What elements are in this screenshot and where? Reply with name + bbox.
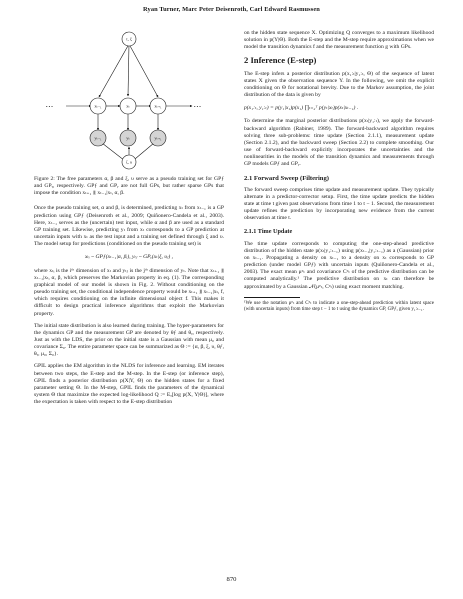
node-x-next bbox=[150, 98, 166, 114]
figure-caption: Figure 2: The free parameters α, β and ξ, υ serve as a pseudo training set for GPƒ and GPᵧ, respectively. GPƒ and GPᵧ are not full GPs, but rather sparse GPs that impose the condition xₜ₊₁ ⫫ xₜ₋₁|xₜ, α, β. bbox=[34, 176, 224, 197]
paragraph: The initial state distribution is also learned during training. The hyper-parameters for the dynamics GP and the measurement GP are denoted by θƒ and θᵧ, respectively. Just as with the LDS, the prior on the initial state is a Gaussian with mean μ₀ and covariance Σ₀. The entire parameter space can be summarized as Θ := {α, β, ξ, υ, θƒ, θᵧ, μ₀, Σ₀}. bbox=[34, 322, 224, 358]
node-y-t bbox=[120, 130, 136, 146]
paragraph: The E-step infers a posterior distribution p(x₁:ₜ|y₁:ₜ, Θ) of the sequence of latent states X given the observation sequence Y. In the following, we omit the explicit conditioning on Θ for notational brevity. Due to the Markov assumption, the joint distribution of the data is given by bbox=[244, 70, 434, 99]
paragraph: To determine the marginal posterior distributions p(xₜ|y₁:ₜ), we apply the forward-backward algorithm (Rabiner, 1989). The forward-backward algorithm requires solving three sub-problems: time update (Section 2.1.1), measurement update (Section 2.1.2), and the backward sweep (Section 2.2) to complete smoothing. Our use of forward-backward explicitly incorporates the uncertainties and the nonlinearities in the models of the transition dynamics and measurements through GP models GPƒ and GPᵧ. bbox=[244, 118, 434, 168]
paragraph: on the hidden state sequence X. Optimizing Q converges to a maximum likelihood solution in p(Y|Θ). Both the E-step and the M-step require approximations when we model the transition dynamics f and the measurement function g with GPs. bbox=[244, 30, 434, 51]
subsubsection-heading: 2.1.1 Time Update bbox=[244, 228, 293, 236]
svg-text:yₜ₊₁: yₜ₊₁ bbox=[154, 135, 162, 141]
ellipsis-right: • • • bbox=[194, 104, 201, 109]
graphical-model-figure bbox=[34, 30, 224, 170]
footnote: ¹We use the notation μᵖₜ and Cᵖₜ to indicate a one-step-ahead prediction within latent space (with uncertain inputs) from time step t − 1 to t using the dynamics GP, GPƒ, given y₁:ₜ₋₁. bbox=[244, 300, 434, 312]
paragraph: The time update corresponds to computing the one-step-ahead predictive distribution of the hidden state p(xₜ|y₁:ₜ₋₁) using p(xₜ₋₁|y₁:ₜ₋₁) as a (Gaussian) prior on xₜ₋₁. Propagating a density on xₜ₋₁ to a density on xₜ corresponds to GP prediction (under model GPƒ) with uncertain inputs (Quiñonero-Candela et al., 2003). The exact mean μᵖₜ and covariance Cᵖₜ of the predictive distribution can be computed analytically.¹ The predictive distribution on xₜ can therefore be approximated by a Gaussian 𝒩(μᵖₜ, Cᵖₜ) using exact moment matching. bbox=[244, 240, 434, 290]
equation-joint-distribution: p(x₁:ₜ, y₁:ₜ) = p(y₁|x₁)p(x₁) ∏ₜ₌₂ᵀ p(yₜ|xₜ)p(xₜ|xₜ₋₁) . bbox=[244, 105, 359, 112]
svg-text:yₜ₋₁: yₜ₋₁ bbox=[94, 135, 102, 141]
svg-text:xₜ₊₁: xₜ₊₁ bbox=[154, 103, 162, 109]
svg-text:τ, ξ: τ, ξ bbox=[126, 36, 132, 42]
equation-model-setup: xₜᵢ ~ GPƒ(xₜ₋₁|α, βᵢ), yₜⱼ ~ GPᵧ(xₜ|ξ, υⱼ) , bbox=[84, 254, 174, 261]
node-top bbox=[122, 32, 136, 46]
section-heading: 2 Inference (E-step) bbox=[244, 55, 317, 66]
running-header: Ryan Turner, Marc Peter Deisenroth, Carl Edward Rasmussen bbox=[143, 6, 320, 13]
ellipsis-left: • • • bbox=[46, 104, 53, 109]
svg-text:xₜ₋₁: xₜ₋₁ bbox=[94, 103, 102, 109]
paragraph: Once the pseudo training set, α and β, is determined, predicting xₜ from xₜ₋₁ is a GP prediction using GPƒ (Deisenroth et al., 2009; Quiñonero-Candela et al., 2003). Here, xₜ₋₁ serves as the (uncertain) test input, while α and β are used as a standard GP training set. Likewise, predicting yₜ from xₜ corresponds to a GP prediction at uncertain inputs with xₜ as the test input and a training set defined through ξ and υ. The model setup for predictions (conditioned on the pseudo training set) is bbox=[34, 205, 224, 248]
svg-text:ζ, υ: ζ, υ bbox=[125, 159, 133, 165]
node-x-t bbox=[120, 98, 136, 114]
footnote-rule bbox=[244, 297, 300, 298]
node-y-prev bbox=[90, 130, 106, 146]
svg-text:yₜ: yₜ bbox=[126, 135, 130, 141]
left-column bbox=[34, 30, 224, 411]
svg-text:xₜ: xₜ bbox=[126, 103, 130, 109]
node-bottom bbox=[122, 155, 136, 169]
right-column bbox=[244, 30, 434, 313]
subsection-heading: 2.1 Forward Sweep (Filtering) bbox=[244, 174, 329, 182]
node-y-next bbox=[150, 130, 166, 146]
paragraph: The forward sweep comprises time update and measurement update. They typically alternate in a predictor-corrector setup. First, the time update predicts the hidden state at time t given past observations from time 1 to t − 1. Second, the measurement update refines the prediction by incorporating new evidence from the current observation at time t. bbox=[244, 186, 434, 222]
node-x-prev bbox=[90, 98, 106, 114]
paragraph: GPIL applies the EM algorithm in the NLDS for inference and learning. EM iterates between two steps, the E-step and the M-step. In the E-step (or inference step), GPIL finds a posterior distribution p(X|Y, Θ) on the hidden states for a fixed parameter setting Θ. In the M-step, GPIL finds the parameters of the dynamical system Θ that maximize the expected log-likelihood Q := Eₓ[log p(X, Y|Θ)], where the expectation is taken with respect to the E-step distribution bbox=[34, 363, 224, 406]
paragraph: where xₜᵢ is the iᵗʰ dimension of xₜ and yₜⱼ is the jᵗʰ dimension of yₜ. Note that xₜ₊₁ ⫫ xₜ₋₁|xₜ, α, β, which preserves the Markovian property in eq. (1). The corresponding graphical model of our model is shown in Fig. 2. Without conditioning on the pseudo training set, the conditional independence property would be xₜ₊₁ ⫫ xₜ₋₁|xₜ, f, which requires conditioning on the infinite dimensional object f. This makes it difficult to design practical inference algorithms that exploit the Markovian property. bbox=[34, 267, 224, 317]
page-number: 870 bbox=[226, 576, 237, 583]
